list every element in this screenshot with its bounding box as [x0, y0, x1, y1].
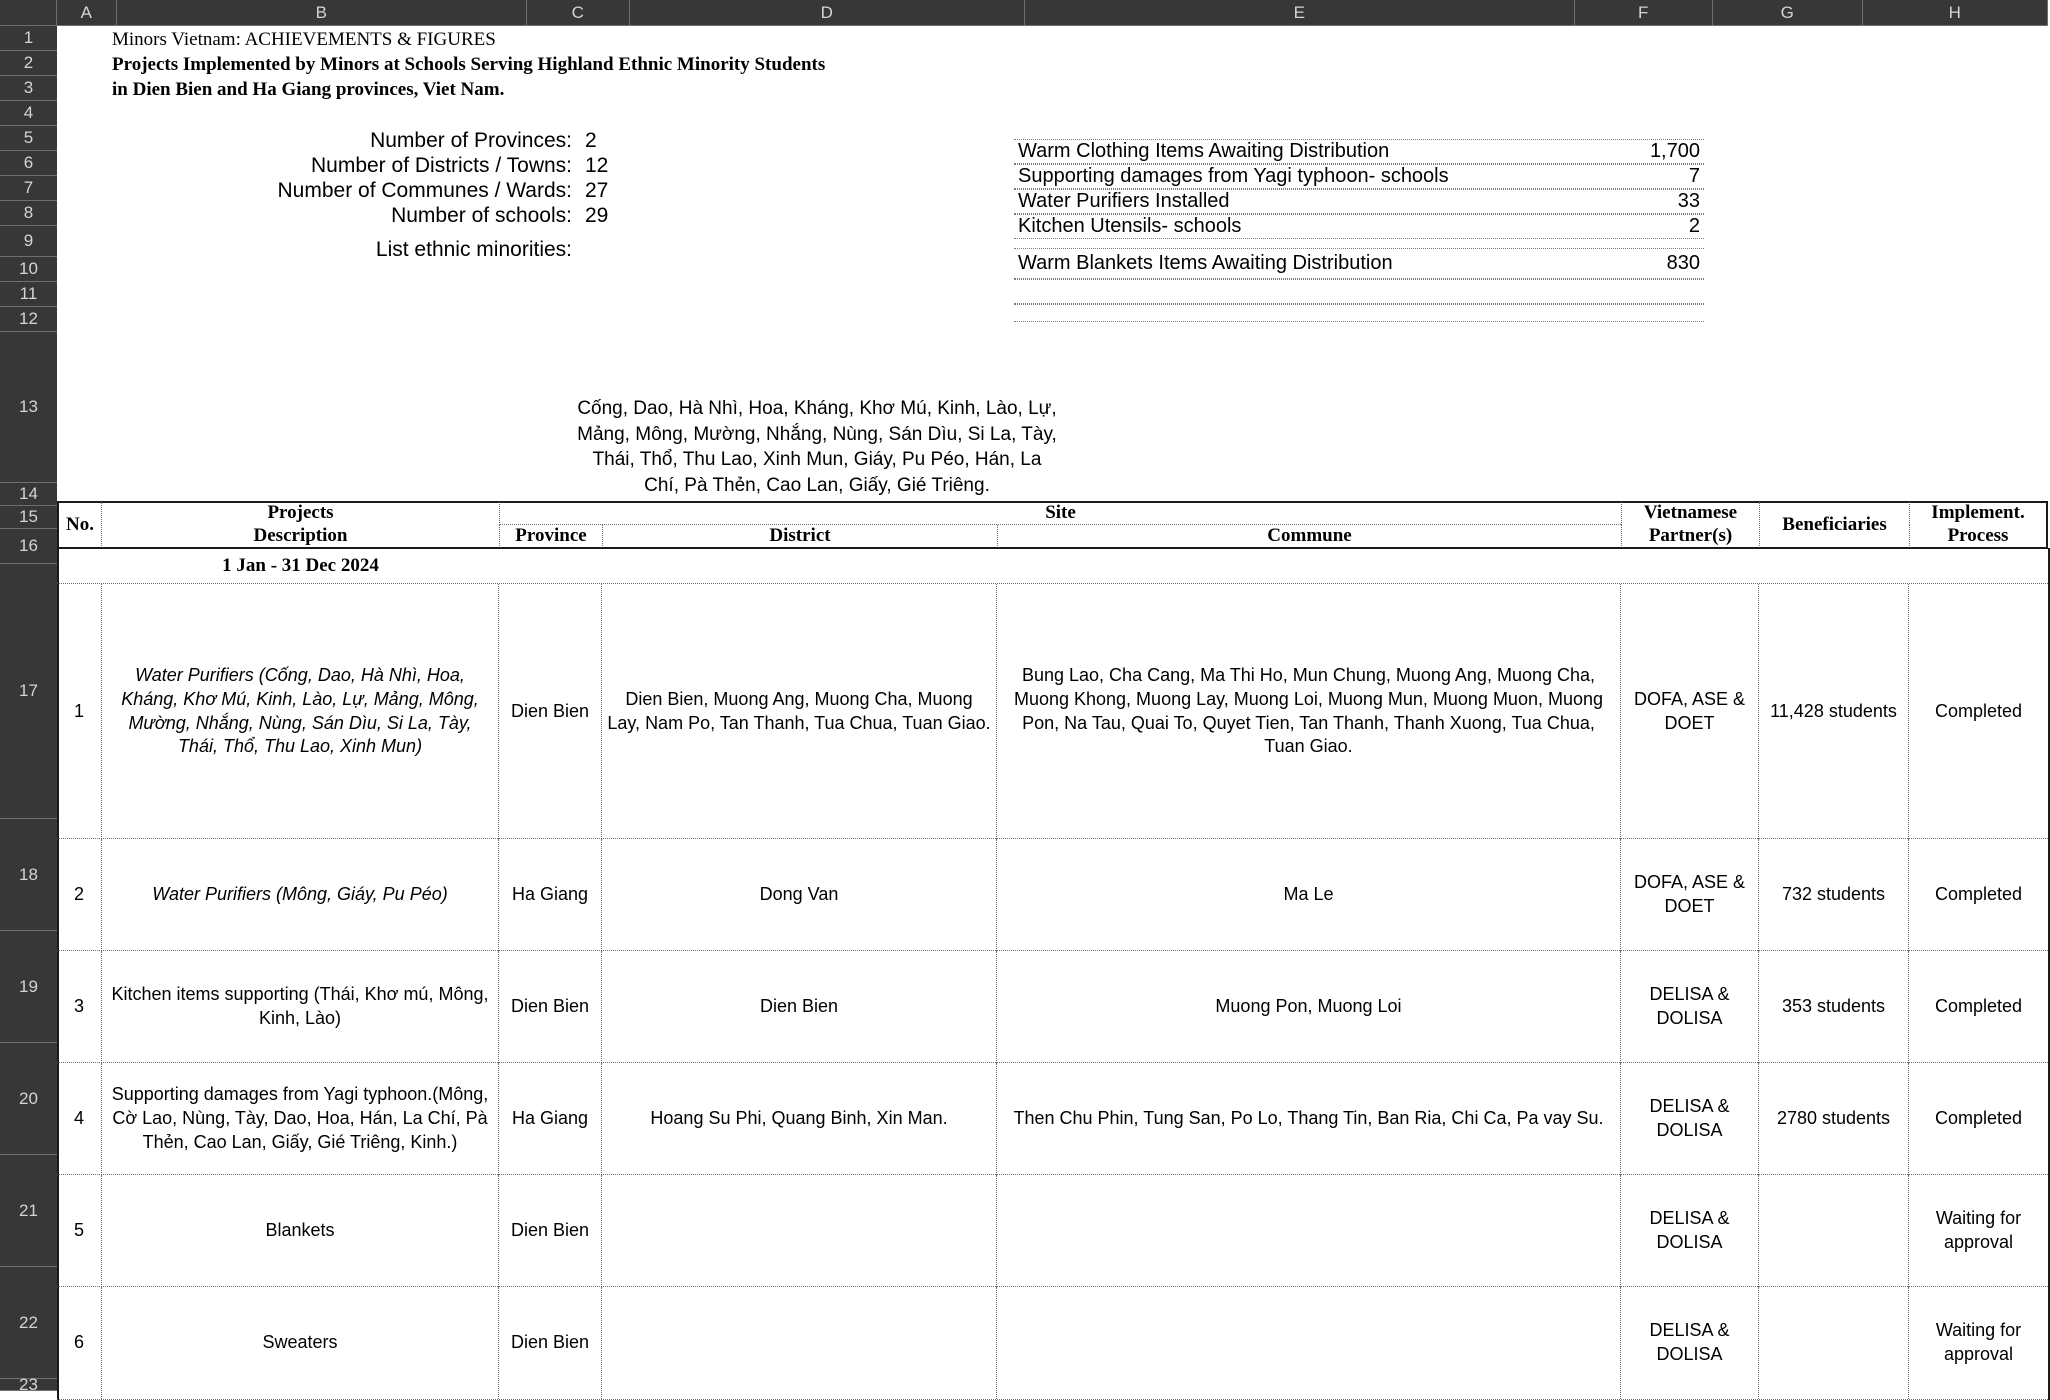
column-header-h[interactable]: H [1863, 0, 2048, 25]
summary-label-communes: Number of Communes / Wards: [277, 178, 572, 202]
cell-text: Dien Bien [510, 700, 590, 721]
summary-label-schools: Number of schools: [391, 203, 572, 227]
table-row-1-beneficiaries [1759, 584, 1909, 839]
stat-value-water-purifiers: 33 [1677, 190, 1700, 212]
cell-text: Then Chu Phin, Tung San, Po Lo, Thang Tin, Ban Ria, Chi Ca, Pa vay Su. [1013, 1108, 1604, 1129]
column-header-e[interactable]: E [1025, 0, 1575, 25]
stat-value-kitchen-utensils: 2 [1688, 215, 1700, 237]
cell-text: 5 [73, 1220, 84, 1241]
table-row-3-no [57, 951, 102, 1063]
cell-text: Waiting for approval [1935, 1208, 2022, 1252]
table-row-6-description [102, 1287, 499, 1399]
cell-text: 6 [73, 1332, 84, 1353]
table-row-2-commune [997, 839, 1621, 951]
row-header-17[interactable]: 17 [0, 564, 57, 819]
table-row-4-district [602, 1063, 997, 1175]
cell-text: DELISA & DOLISA [1649, 1096, 1730, 1140]
table-row-1-province [499, 584, 602, 839]
cell-text: Completed [1934, 996, 2023, 1017]
table-row-5-partner [1621, 1175, 1759, 1287]
column-header-d[interactable]: D [630, 0, 1025, 25]
header-implement-process-line2: Process [1909, 525, 2048, 548]
table-row-6-province [499, 1287, 602, 1399]
table-row-4-commune [997, 1063, 1621, 1175]
period-row-left-border [57, 548, 59, 584]
stat-value-yagi-schools: 7 [1688, 165, 1700, 187]
cell-text: 1 [73, 700, 84, 721]
cell-text: Supporting damages from Yagi typhoon.(Mông, Cờ Lao, Nùng, Tày, Dao, Hoa, Hán, La Chí, Pà Thẻn, Cao Lan, Giấy, Gié Triêng, Kinh.) [111, 1084, 489, 1152]
stat-row-yagi-schools [1014, 164, 1704, 189]
table-row-5-description [102, 1175, 499, 1287]
stat-name-warm-clothing: Warm Clothing Items Awaiting Distribution [1018, 140, 1390, 162]
cell-text: Waiting for approval [1935, 1320, 2022, 1364]
stat-row-kitchen-utensils [1014, 214, 1704, 239]
select-all-corner[interactable] [0, 0, 57, 25]
column-header-c[interactable]: C [527, 0, 630, 25]
table-row-2-partner [1621, 839, 1759, 951]
cell-text: Dien Bien, Muong Ang, Muong Cha, Muong Lay, Nam Po, Tan Thanh, Tua Chua, Tuan Giao. [607, 688, 991, 733]
stat-name-water-purifiers: Water Purifiers Installed [1018, 190, 1230, 212]
cell-text: Dien Bien [759, 996, 839, 1017]
cell-text: Blankets [265, 1220, 335, 1241]
cell-text: Dien Bien [510, 1332, 590, 1353]
table-row-1-description [102, 584, 499, 839]
cell-text: Dong Van [759, 884, 839, 905]
row-header-23[interactable]: 23 [0, 1379, 57, 1391]
table-row-6-commune [997, 1287, 1621, 1399]
header-district: District [602, 525, 997, 548]
row-header-9[interactable]: 9 [0, 226, 57, 257]
table-row-4-beneficiaries [1759, 1063, 1909, 1175]
row-header-7[interactable]: 7 [0, 176, 57, 201]
summary-value-provinces: 2 [585, 128, 597, 152]
header-vietnamese-partner-line2: Partner(s) [1621, 525, 1759, 548]
stat-value-warm-blankets: 830 [1666, 252, 1700, 274]
stat-name-kitchen-utensils: Kitchen Utensils- schools [1018, 215, 1242, 237]
summary-label-provinces: Number of Provinces: [370, 128, 572, 152]
cell-text: Completed [1934, 700, 2023, 721]
row-header-18[interactable]: 18 [0, 819, 57, 931]
cell-text: DELISA & DOLISA [1649, 1208, 1730, 1252]
header-vietnamese-partner-line1: Vietnamese [1621, 502, 1759, 525]
stat-name-yagi-schools: Supporting damages from Yagi typhoon- schools [1018, 165, 1449, 187]
table-row-5-commune [997, 1175, 1621, 1287]
stat-row-warm-blankets [1014, 248, 1704, 279]
row-header-5[interactable]: 5 [0, 126, 57, 151]
table-row-1-district [602, 584, 997, 839]
table-row-5-process [1909, 1175, 2048, 1287]
table-row-3-description [102, 951, 499, 1063]
cell-text: DELISA & DOLISA [1649, 1320, 1730, 1364]
table-row-3-beneficiaries [1759, 951, 1909, 1063]
cell-text: Muong Pon, Muong Loi [1215, 996, 1402, 1017]
row-header-19[interactable]: 19 [0, 931, 57, 1043]
cell-text: DOFA, ASE & DOET [1633, 688, 1746, 733]
cell-text: Completed [1934, 884, 2023, 905]
header-site: Site [499, 502, 1621, 525]
cell-text: Water Purifiers (Cống, Dao, Hà Nhì, Hoa, Kháng, Khơ Mú, Kinh, Lào, Lự, Mảng, Mông, Mường, Nhắng, Nùng, Sán Dìu, Si La, Tày, Thái, Thổ, Thu Lao, Xinh Mun) [121, 664, 479, 757]
summary-value-schools: 29 [585, 203, 609, 227]
header-projects: Projects [267, 502, 334, 524]
stat-row-water-purifiers [1014, 189, 1704, 214]
stat-row-blank-11 [1014, 304, 1704, 322]
sheet-title-line1: Minors Vietnam: ACHIEVEMENTS & FIGURES [112, 29, 496, 51]
cell-text: Ha Giang [511, 1108, 589, 1129]
ethnic-minorities-list: Cống, Dao, Hà Nhì, Hoa, Kháng, Khơ Mú, Kinh, Lào, Lự, Mảng, Mông, Mường, Nhắng, Nùng, Sán Dìu, Si La, Tày, Thái, Thổ, Thu Lao, Xinh Mun, Giáy, Pu Péo, Hán, La Chí, Pà Thẻn, Cao Lan, Giấy, Gié Triêng. [577, 398, 1057, 496]
sheet-title-line3: in Dien Bien and Ha Giang provinces, Viet Nam. [112, 79, 505, 101]
table-row-1-process [1909, 584, 2048, 839]
table-row-4-partner [1621, 1063, 1759, 1175]
table-row-6-process [1909, 1287, 2048, 1399]
period-label: 1 Jan - 31 Dec 2024 [222, 555, 379, 576]
row-header-10[interactable]: 10 [0, 257, 57, 282]
cell-text: DELISA & DOLISA [1649, 984, 1730, 1028]
table-row-6-no [57, 1287, 102, 1399]
table-row-1-commune [997, 584, 1621, 839]
table-row-4-province [499, 1063, 602, 1175]
row-header-3[interactable]: 3 [0, 76, 57, 101]
table-row-1-no [57, 584, 102, 839]
row-header-12[interactable]: 12 [0, 307, 57, 332]
cell-text: 2 [73, 884, 84, 905]
column-header-g[interactable]: G [1713, 0, 1863, 25]
table-row-6-district [602, 1287, 997, 1399]
cell-text: 732 students [1781, 884, 1886, 905]
table-row-2-process [1909, 839, 2048, 951]
table-row-5-beneficiaries [1759, 1175, 1909, 1287]
cell-text: Hoang Su Phi, Quang Binh, Xin Man. [650, 1108, 948, 1129]
row-header-16[interactable]: 16 [0, 529, 57, 564]
table-row-4-no [57, 1063, 102, 1175]
cell-text: Bung Lao, Cha Cang, Ma Thi Ho, Mun Chung, Muong Ang, Muong Cha, Muong Khong, Muong Lay, Muong Loi, Muong Mun, Muong Muon, Muong Pon, Na Tau, Quai To, Quyet Tien, Tan Thanh, Thanh Xuong, Tua Chua, Tuan Giao. [1013, 664, 1604, 757]
summary-value-districts: 12 [585, 153, 609, 177]
table-row-2-description [102, 839, 499, 951]
table-row-2-province [499, 839, 602, 951]
cell-text: Completed [1934, 1108, 2023, 1129]
column-header-b[interactable]: B [117, 0, 527, 25]
row-header-4[interactable]: 4 [0, 101, 57, 126]
cell-text: Water Purifiers (Mông, Giáy, Pu Péo) [152, 884, 448, 905]
column-header-f[interactable]: F [1575, 0, 1713, 25]
row-header-14[interactable]: 14 [0, 483, 57, 506]
table-row-6-beneficiaries [1759, 1287, 1909, 1399]
row-header-13[interactable]: 13 [0, 332, 57, 483]
cell-text: DOFA, ASE & DOET [1633, 872, 1746, 916]
table-row-3-commune [997, 951, 1621, 1063]
header-implement-process-line1: Implement. [1909, 502, 2048, 525]
row-header-20[interactable]: 20 [0, 1043, 57, 1155]
row-header-21[interactable]: 21 [0, 1155, 57, 1267]
table-row-6-partner [1621, 1287, 1759, 1399]
cell-text: 4 [73, 1108, 84, 1129]
cell-text: 11,428 students [1770, 700, 1897, 721]
cell-text: Kitchen items supporting (Thái, Khơ mú, Mông, Kinh, Lào) [111, 984, 489, 1028]
table-row-3-district [602, 951, 997, 1063]
row-header-2[interactable]: 2 [0, 51, 57, 76]
cell-text: Sweaters [262, 1332, 338, 1353]
table-row-2-district [602, 839, 997, 951]
stat-name-warm-blankets: Warm Blankets Items Awaiting Distribution [1018, 252, 1393, 274]
stat-row-warm-clothing [1014, 139, 1704, 164]
table-row-5-no [57, 1175, 102, 1287]
cell-text: Ma Le [1283, 884, 1334, 905]
table-row-5-province [499, 1175, 602, 1287]
cell-text: 3 [73, 996, 84, 1017]
header-beneficiaries: Beneficiaries [1759, 502, 1909, 548]
table-row-3-partner [1621, 951, 1759, 1063]
cell-text: Ha Giang [511, 884, 589, 905]
row-header-6[interactable]: 6 [0, 151, 57, 176]
header-description: Description [253, 525, 348, 547]
header-no: No. [57, 502, 102, 548]
summary-label-ethnic-minorities: List ethnic minorities: [375, 238, 572, 262]
table-row-1-partner [1621, 584, 1759, 839]
cell-text: 353 students [1781, 996, 1886, 1017]
summary-label-districts: Number of Districts / Towns: [310, 153, 572, 177]
row-header-15[interactable]: 15 [0, 506, 57, 529]
row-header-gutter [0, 26, 57, 1394]
table-row-3-province [499, 951, 602, 1063]
cell-text: Dien Bien [510, 1220, 590, 1241]
stat-row-blank-10 [1014, 279, 1704, 304]
table-row-2-no [57, 839, 102, 951]
table-row-4-process [1909, 1063, 2048, 1175]
row-header-22[interactable]: 22 [0, 1267, 57, 1379]
table-row-3-process [1909, 951, 2048, 1063]
table-row-4-description [102, 1063, 499, 1175]
header-commune: Commune [997, 525, 1621, 548]
cell-text: Dien Bien [510, 996, 590, 1017]
row-header-8[interactable]: 8 [0, 201, 57, 226]
row-header-11[interactable]: 11 [0, 282, 57, 307]
header-province: Province [499, 525, 602, 548]
table-row-2-beneficiaries [1759, 839, 1909, 951]
column-header-a[interactable]: A [57, 0, 117, 25]
row-header-1[interactable]: 1 [0, 26, 57, 51]
stat-value-warm-clothing: 1,700 [1649, 140, 1700, 162]
sheet-title-line2: Projects Implemented by Minors at Schools Serving Highland Ethnic Minority Students [112, 54, 826, 76]
column-header-row [0, 0, 2048, 26]
summary-value-communes: 27 [585, 178, 609, 202]
table-row-5-district [602, 1175, 997, 1287]
cell-text: 2780 students [1776, 1108, 1891, 1129]
